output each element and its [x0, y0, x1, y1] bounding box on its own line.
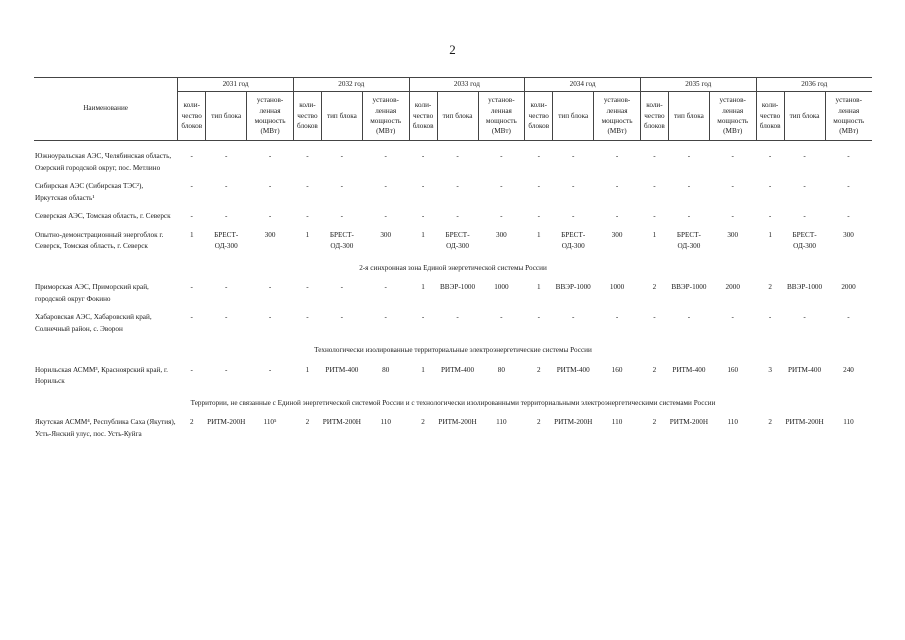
table-cell: 2 [536, 365, 541, 374]
table-row [34, 211, 872, 230]
header-subcolumn: коли-чество блоков [293, 92, 321, 141]
table-cell: - [340, 283, 344, 292]
table-cell: - [421, 313, 425, 322]
section-heading-row [34, 342, 872, 365]
table-cell: - [225, 283, 228, 292]
table-cell: 80 [382, 365, 390, 374]
header-subcolumn: коли-чество блоков [640, 92, 668, 141]
header-year: 2034 год [525, 78, 641, 92]
table-cell: 1 [652, 230, 657, 239]
table-cell: 2 [189, 418, 194, 427]
table-cell: 2 [421, 418, 425, 427]
table-cell: - [803, 182, 806, 191]
table-cell: - [653, 152, 656, 160]
section-heading: 2-я синхронная зона Единой энергетической системы России [359, 263, 547, 272]
header-year: 2035 год [640, 78, 756, 92]
table-cell: - [268, 313, 272, 322]
table-cell: БРЕСТ-ОД-300 [445, 230, 470, 251]
table-cell: - [803, 313, 806, 322]
table-cell: - [687, 182, 691, 191]
header-subcolumn: тип блока [437, 92, 478, 141]
table-cell: - [306, 313, 309, 322]
table-cell: - [225, 313, 228, 322]
table-cell: РИТМ-400 [788, 365, 822, 374]
header-year: 2033 год [409, 78, 525, 92]
section-heading: Территории, не связанные с Единой энергетической системой России и с технологически изолированными территориальными электроэнергетическими системами России [190, 398, 716, 407]
table-cell: - [731, 182, 734, 191]
table-cell: - [847, 212, 850, 221]
table-cell: - [421, 152, 425, 160]
table-cell: - [384, 212, 387, 221]
header-subcolumn: коли-чество блоков [409, 92, 437, 141]
table-cell: - [268, 365, 272, 374]
plant-name: Южноуральская АЭС, Челябинская область, Озерский городской округ, пос. Метлино [35, 152, 172, 172]
table-cell: - [653, 313, 656, 322]
table-row [34, 230, 872, 260]
table-cell: - [456, 152, 459, 160]
table-row [34, 181, 872, 211]
table-cell: - [731, 212, 734, 221]
table-cell: - [340, 212, 344, 221]
table-cell: 1 [536, 230, 541, 239]
table-cell: - [500, 182, 503, 191]
table-cell: - [653, 182, 656, 191]
table-cell: 110⁵ [263, 418, 277, 427]
table-cell: РИТМ-200Н [207, 418, 246, 427]
header-subcolumn: коли-чество блоков [756, 92, 784, 141]
plant-name: Сибирская АЭС (Сибирская ТЭС²), Иркутская область¹ [35, 182, 144, 202]
header-subcolumn: коли-чество блоков [525, 92, 553, 141]
table-cell: 110 [611, 418, 623, 427]
table-cell: - [687, 212, 691, 221]
table-cell: 1 [421, 365, 425, 374]
table-cell: - [384, 283, 387, 292]
table-cell: - [384, 313, 387, 322]
table-cell: - [537, 182, 540, 191]
table-cell: - [803, 212, 806, 221]
table-cell: - [537, 212, 540, 221]
table-cell: - [225, 182, 228, 191]
table-cell: 1000 [494, 283, 509, 292]
plant-name: Хабаровская АЭС, Хабаровский край, Солнечный район, с. Эворон [35, 313, 152, 333]
table-cell: БРЕСТ-ОД-300 [676, 230, 701, 251]
table-cell: - [500, 212, 503, 221]
table-row [34, 151, 872, 181]
table-cell: - [847, 313, 850, 322]
table-cell: РИТМ-200Н [438, 418, 477, 427]
table-row [34, 417, 872, 447]
table-cell: - [456, 182, 459, 191]
table-cell: - [340, 152, 344, 160]
table-cell: - [653, 212, 656, 221]
table-row [34, 365, 872, 395]
table-cell: 1 [305, 365, 310, 374]
table-cell: - [572, 182, 575, 191]
section-heading-row [34, 260, 872, 283]
table-cell: - [500, 152, 503, 160]
table-cell: - [225, 365, 228, 374]
table-cell: - [384, 182, 387, 191]
header-subcolumn: коли-чество блоков [178, 92, 206, 141]
table-cell: РИТМ-200Н [669, 418, 709, 427]
table-cell: 80 [497, 365, 505, 374]
table-cell: 160 [727, 365, 739, 374]
table-cell: 1 [768, 230, 772, 239]
table-cell: ВВЭР-1000 [555, 283, 591, 292]
table-cell: РИТМ-200Н [785, 418, 824, 427]
table-cell: - [456, 313, 459, 322]
table-cell: - [768, 152, 772, 160]
table-cell: - [306, 212, 309, 221]
table-cell: - [306, 152, 309, 160]
table-cell: ВВЭР-1000 [671, 283, 707, 292]
table-cell: - [384, 152, 387, 160]
header-subcolumn: установ-ленная мощность (МВт) [362, 92, 409, 141]
table-cell: - [190, 212, 193, 221]
table-cell: - [687, 313, 691, 322]
header-year: 2032 год [293, 78, 409, 92]
table-cell: - [768, 212, 772, 221]
plant-name: Якутская АСММ⁴, Республика Саха (Якутия), Усть-Янский улус, пос. Усть-Куйга [35, 418, 176, 438]
table-cell: - [190, 283, 193, 292]
table-cell: РИТМ-400 [325, 365, 359, 374]
header-year: 2031 год [178, 78, 294, 92]
table-cell: РИТМ-400 [672, 365, 706, 374]
plant-name: Опытно-демонстрационный энергоблок г. Северск, Томская область, г. Северск [35, 230, 164, 251]
plant-name: Северская АЭС, Томская область, г. Северск [35, 212, 171, 221]
table-cell: - [225, 212, 228, 221]
table-cell: 110 [727, 418, 738, 427]
table-cell: - [803, 152, 806, 160]
table-cell: БРЕСТ-ОД-300 [792, 230, 817, 251]
plant-name: Приморская АЭС, Приморский край, городской округ Фокино [35, 283, 149, 303]
table-cell: РИТМ-400 [441, 365, 475, 374]
table-cell: - [572, 313, 575, 322]
table-cell: 2000 [725, 283, 740, 292]
table-cell: - [572, 212, 575, 221]
header-subcolumn: тип блока [206, 92, 247, 141]
table-cell: 110 [496, 418, 507, 427]
table-cell: - [687, 152, 691, 160]
table-cell: 2 [652, 418, 657, 427]
header-subcolumn: установ-ленная мощность (МВт) [478, 92, 525, 141]
table-cell: 110 [843, 418, 854, 427]
table-cell: 300 [843, 230, 854, 239]
table-row [34, 312, 872, 342]
header-subcolumn: установ-ленная мощность (МВт) [594, 92, 641, 141]
table-cell: БРЕСТ-ОД-300 [561, 230, 586, 251]
table-cell: 240 [843, 365, 854, 374]
header-subcolumn: тип блока [553, 92, 594, 141]
table-cell: 300 [495, 230, 507, 239]
table-cell: 300 [611, 230, 623, 239]
table-cell: 300 [264, 230, 276, 239]
table-cell: - [572, 152, 575, 160]
table-cell: РИТМ-200Н [322, 418, 361, 427]
table-cell: 2 [652, 365, 657, 374]
table-cell: 3 [768, 365, 772, 374]
table-cell: - [340, 313, 344, 322]
table-cell: 160 [611, 365, 623, 374]
table-cell: - [768, 182, 772, 191]
header-subcolumn: тип блока [784, 92, 825, 141]
table-cell: ВВЭР-1000 [787, 283, 823, 292]
table-cell: - [500, 313, 503, 322]
header-subcolumn: установ-ленная мощность (МВт) [709, 92, 756, 141]
table-cell: БРЕСТ-ОД-300 [214, 230, 239, 251]
header-subcolumn: установ-ленная мощность (МВт) [825, 92, 872, 141]
table-cell: 300 [380, 230, 392, 239]
table-cell: - [731, 152, 734, 160]
table-cell: 2 [305, 418, 310, 427]
table-cell: - [615, 152, 619, 160]
table-cell: 1 [421, 230, 425, 239]
plant-name: Норильская АСММ³, Красноярский край, г. Норильск [35, 365, 168, 386]
table-cell: РИТМ-200Н [554, 418, 593, 427]
section-heading: Технологически изолированные территориальные электроэнергетические системы России [314, 346, 592, 355]
table-cell: 110 [380, 418, 391, 427]
table-cell: 2 [536, 418, 541, 427]
table-cell: - [537, 313, 540, 322]
table-cell: - [268, 152, 272, 160]
table-cell: РИТМ-400 [556, 365, 590, 374]
table-cell: 2 [652, 283, 657, 292]
table-cell: - [615, 313, 619, 322]
section-heading-row [34, 395, 872, 418]
table-cell: - [268, 182, 272, 191]
table-cell: - [421, 212, 425, 221]
table-row [34, 282, 872, 312]
table-cell: - [456, 212, 459, 221]
header-year: 2036 год [756, 78, 872, 92]
table-cell: - [421, 182, 425, 191]
table-cell: - [340, 182, 344, 191]
table-cell: 2 [768, 283, 772, 292]
table-cell: - [306, 283, 309, 292]
table-cell: 1 [305, 230, 310, 239]
table-cell: - [225, 152, 228, 160]
npp-plan-table [34, 77, 872, 447]
table-cell: - [847, 182, 850, 191]
table-cell: 2000 [841, 283, 856, 292]
table-cell: 300 [727, 230, 739, 239]
table-cell: 1 [421, 283, 425, 292]
table-cell: - [537, 152, 540, 160]
table-cell: БРЕСТ-ОД-300 [329, 230, 354, 251]
table-cell: - [190, 313, 193, 322]
table-cell: 2 [768, 418, 772, 427]
table-cell: 1 [189, 230, 194, 239]
header-subcolumn: тип блока [668, 92, 709, 141]
header-subcolumn: установ-ленная мощность (МВт) [247, 92, 294, 141]
table-cell: - [615, 212, 619, 221]
table-cell: - [615, 182, 619, 191]
table-cell: - [768, 313, 772, 322]
table-cell: 1 [536, 283, 541, 292]
table-cell: - [306, 182, 309, 191]
table-cell: 1000 [609, 283, 625, 292]
table-cell: ВВЭР-1000 [440, 283, 476, 292]
table-cell: - [268, 212, 272, 221]
header-name-column: Наименование [34, 78, 178, 141]
table-cell: - [731, 313, 734, 322]
table-cell: - [190, 365, 193, 374]
table-cell: - [190, 152, 193, 160]
table-cell: - [847, 152, 850, 160]
header-subcolumn: тип блока [321, 92, 362, 141]
table-cell: - [268, 283, 272, 292]
page-number: 2 [449, 42, 456, 57]
table-cell: - [190, 182, 193, 191]
